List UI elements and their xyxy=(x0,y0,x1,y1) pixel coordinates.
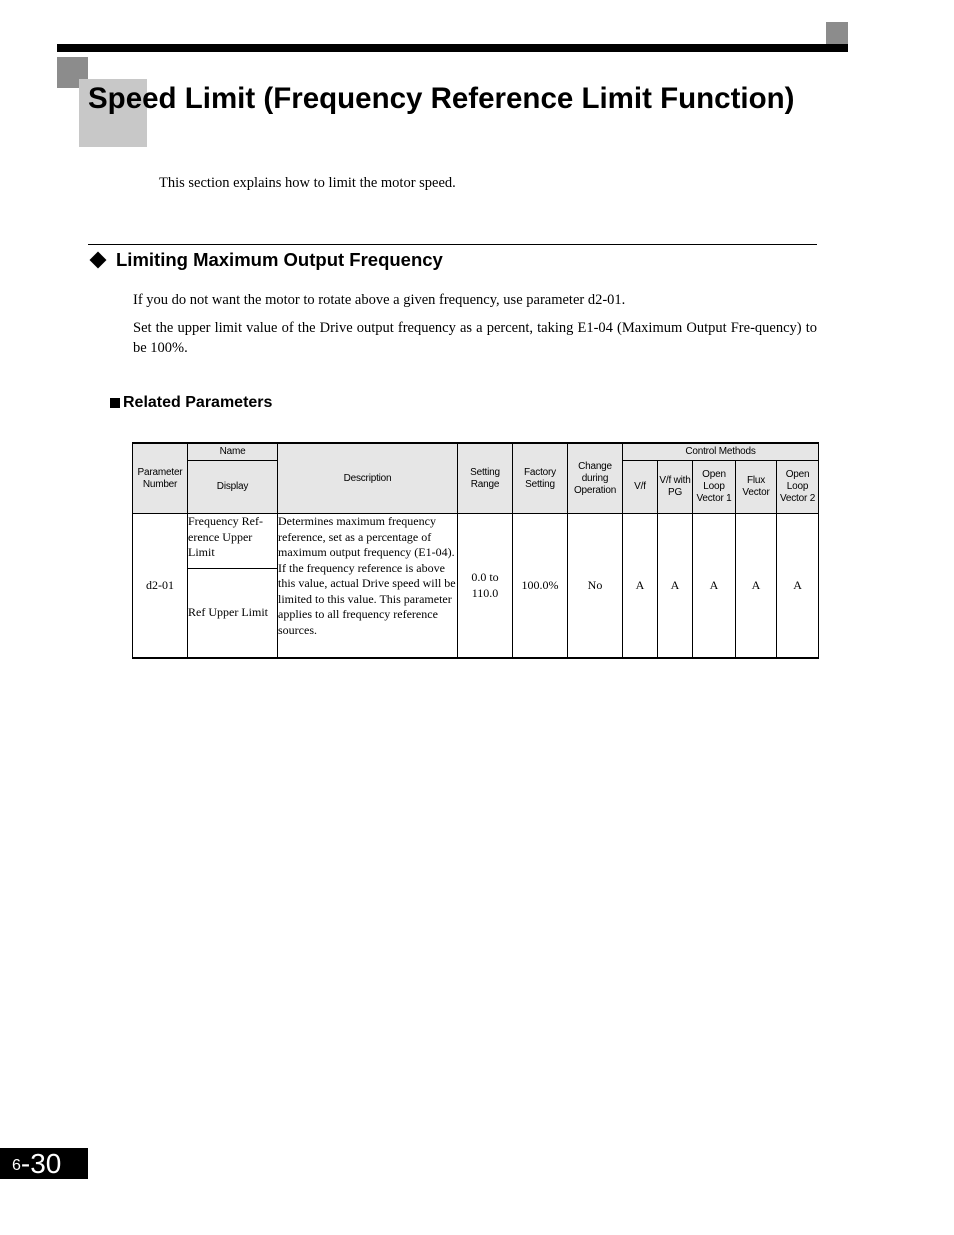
header-vf: V/f xyxy=(623,461,658,514)
chapter-number: 6 xyxy=(12,1157,21,1174)
related-parameters-heading xyxy=(110,393,272,413)
header-control-methods: Control Methods xyxy=(623,443,819,461)
header-open-loop-vector-1: Open Loop Vector 1 xyxy=(693,461,736,514)
header-name: Name xyxy=(188,443,278,461)
page-number xyxy=(12,1148,61,1179)
page-number-value: -30 xyxy=(20,1148,62,1179)
cell-open-loop-vector-1: A xyxy=(693,514,736,659)
cell-factory-setting: 100.0% xyxy=(513,514,568,659)
cell-description: Determines maximum frequency reference, set as a percentage of maximum output frequency (E1-04). If the frequency reference is above this value, actual Drive speed will be limited to this value. This parameter applies to all frequency reference sources. xyxy=(278,514,458,659)
cell-name: Frequency Ref-erence Upper Limit xyxy=(188,514,278,569)
cell-vf: A xyxy=(623,514,658,659)
page-title: Speed Limit (Frequency Reference Limit Function) xyxy=(88,82,795,115)
diamond-bullet-icon xyxy=(90,252,107,269)
cell-vf-with-pg: A xyxy=(658,514,693,659)
cell-setting-range: 0.0 to 110.0 xyxy=(458,514,513,659)
header-parameter-number: Parameter Number xyxy=(133,443,188,514)
parameter-table xyxy=(132,442,819,659)
table-header-row-1 xyxy=(133,443,819,461)
header-flux-vector: Flux Vector xyxy=(736,461,777,514)
cell-change-during-operation: No xyxy=(568,514,623,659)
header-factory-setting: Factory Setting xyxy=(513,443,568,514)
section-heading xyxy=(88,249,443,271)
header-vf-with-pg: V/f with PG xyxy=(658,461,693,514)
paragraph-1: If you do not want the motor to rotate above a given frequency, use parameter d2-01. xyxy=(133,292,626,308)
header-open-loop-vector-2: Open Loop Vector 2 xyxy=(777,461,819,514)
table-row xyxy=(133,514,819,569)
header-change-during-operation: Change during Operation xyxy=(568,443,623,514)
cell-open-loop-vector-2: A xyxy=(777,514,819,659)
header-display: Display xyxy=(188,461,278,514)
related-parameters-text: Related Parameters xyxy=(123,394,273,411)
cell-flux-vector: A xyxy=(736,514,777,659)
header-corner-block xyxy=(826,22,848,44)
cell-display: Ref Upper Limit xyxy=(188,569,278,659)
square-bullet-icon xyxy=(110,398,120,408)
header-setting-range: Setting Range xyxy=(458,443,513,514)
paragraph-2: Set the upper limit value of the Drive output frequency as a percent, taking E1-04 (Maximum Output Fre-quency) to be 100%. xyxy=(133,320,817,356)
section-heading-text: Limiting Maximum Output Frequency xyxy=(116,249,443,270)
cell-parameter-number: d2-01 xyxy=(133,514,188,659)
intro-text: This section explains how to limit the motor speed. xyxy=(159,175,456,191)
section-rule xyxy=(88,244,817,245)
header-rule xyxy=(57,44,848,52)
header-description: Description xyxy=(278,443,458,514)
